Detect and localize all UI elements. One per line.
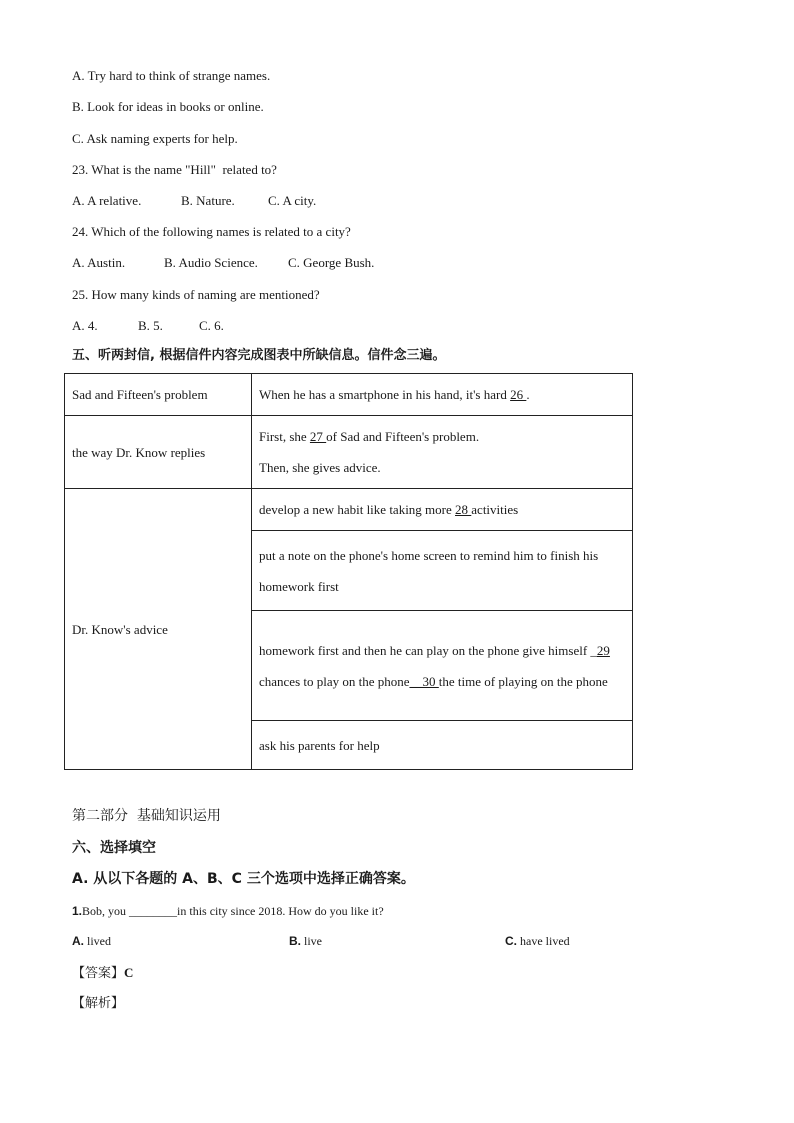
blank-30: __30 — [409, 673, 439, 689]
q25-option-a: A. 4. — [72, 318, 98, 333]
advice-3: homework first and then he can play on the phone give himself _29 chances to play on the phone__30 the time of playing on the phone — [252, 611, 633, 721]
q24-option-b: B. Audio Science. — [164, 255, 258, 270]
q1-question: 1.Bob, you ________in this city since 2018. How do you like it? — [72, 904, 384, 918]
advice-2: put a note on the phone's home screen to remind him to finish his homework first — [252, 531, 633, 611]
q23-option-b: B. Nature. — [181, 193, 235, 208]
table-row — [65, 489, 633, 531]
q22-option-a: A. Try hard to think of strange names. — [72, 68, 271, 83]
row1-label: Sad and Fifteen's problem — [65, 374, 252, 416]
answer-line — [72, 965, 133, 982]
blank-27: 27 — [309, 429, 327, 444]
q22-option-b: B. Look for ideas in books or online. — [72, 99, 264, 114]
row3-label: Dr. Know's advice — [65, 489, 252, 770]
advice-4: ask his parents for help — [252, 721, 633, 770]
row2-label: the way Dr. Know replies — [65, 416, 252, 489]
blank-26: 26 — [510, 387, 527, 402]
sectionA-heading: A. 从以下各题的 A、B、C 三个选项中选择正确答案。 — [72, 871, 415, 887]
blank-29: 29 — [596, 642, 610, 658]
q1-option-c: C. have lived — [505, 934, 570, 948]
q25-option-c: C. 6. — [199, 318, 224, 333]
advice-1: develop a new habit like taking more 28 activities — [252, 489, 633, 531]
table-row — [65, 374, 633, 416]
section6-heading: 六、选择填空 — [72, 840, 156, 856]
q1-number: 1. — [72, 904, 83, 918]
q25-question: 25. How many kinds of naming are mentioned? — [72, 287, 320, 302]
row2-content: First, she 27 of Sad and Fifteen's problem. Then, she gives advice. — [252, 416, 633, 489]
q25-option-b: B. 5. — [138, 318, 163, 333]
q23-question: 23. What is the name "Hill" related to? — [72, 162, 277, 177]
q24-option-c: C. George Bush. — [288, 255, 375, 270]
q1-option-a: A. lived — [72, 934, 111, 948]
analysis-label: 【解析】 — [72, 996, 125, 1011]
q24-question: 24. Which of the following names is related to a city? — [72, 224, 351, 239]
q23-option-c: C. A city. — [268, 193, 317, 208]
row1-content: When he has a smartphone in his hand, it's hard 26 . — [252, 374, 633, 416]
q23-option-a: A. A relative. — [72, 193, 142, 208]
listening-table — [64, 373, 633, 770]
answer-label: 【答案】 — [72, 966, 125, 981]
blank-28: 28 — [455, 502, 472, 517]
section5-heading: 五、听两封信, 根据信件内容完成图表中所缺信息。信件念三遍。 — [72, 348, 446, 363]
q1-option-b: B. live — [289, 934, 322, 948]
answer-value: C — [124, 965, 134, 980]
table-row — [65, 416, 633, 489]
q22-option-c: C. Ask naming experts for help. — [72, 131, 238, 146]
q24-option-a: A. Austin. — [72, 255, 126, 270]
part2-heading: 第二部分 基础知识运用 — [72, 808, 221, 824]
